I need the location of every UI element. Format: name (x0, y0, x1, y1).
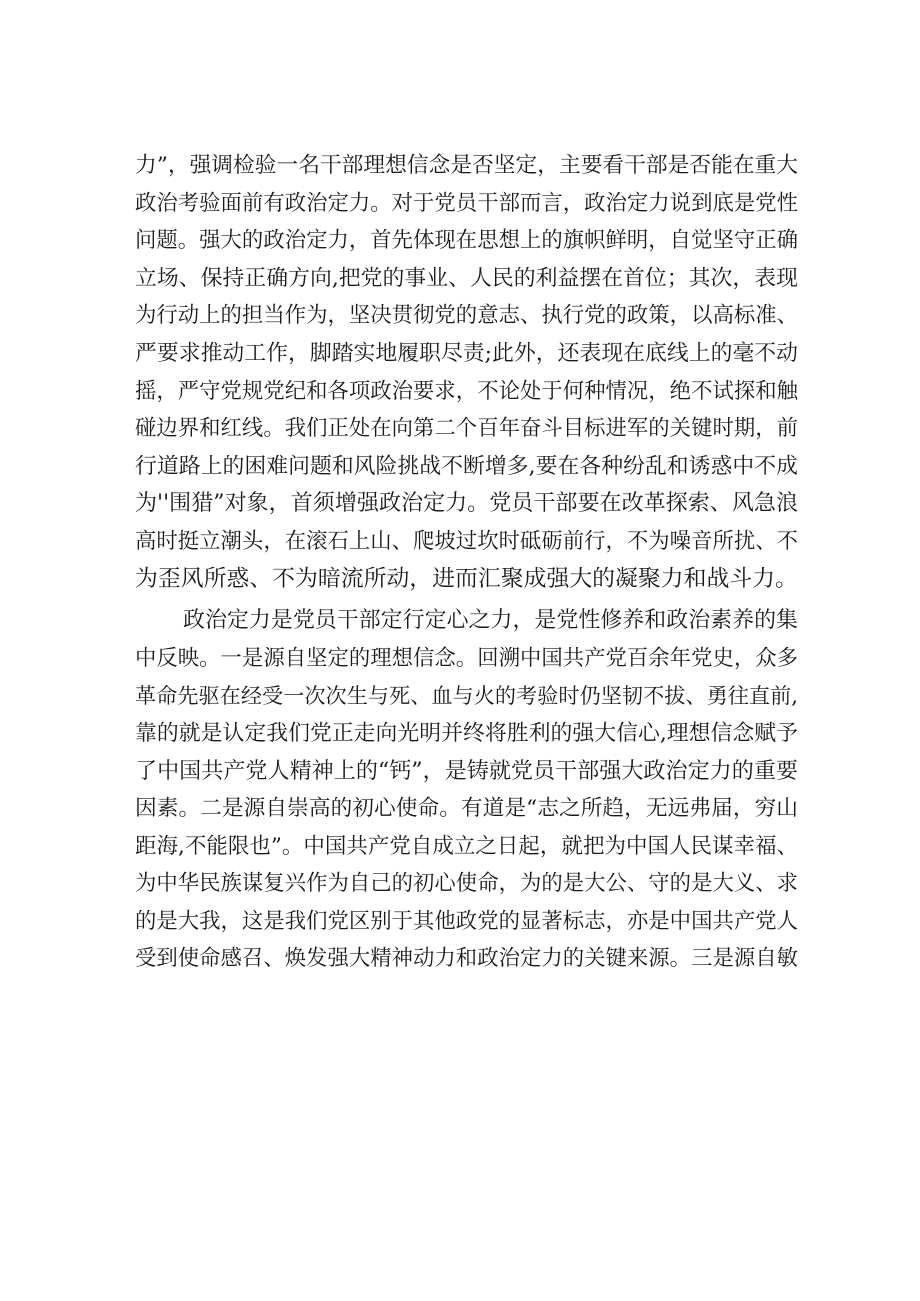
text-line: 摇，严守党规党纪和各项政治要求，不论处于何种情况，绝不试探和触 (135, 378, 798, 404)
text-line: 靠的就是认定我们党正走向光明并终将胜利的强大信心,理想信念赋予 (135, 720, 798, 746)
paragraph-1 (135, 147, 798, 598)
text-line: 革命先驱在经受一次次生与死、血与火的考验时仍坚韧不拔、勇往直前, (135, 683, 798, 709)
body-text (135, 147, 798, 978)
text-line: 为中华民族谋复兴作为自己的初心使命，为的是大公、守的是大义、求 (135, 871, 798, 897)
text-line: 高时挺立潮头，在滚石上山、爬坡过坎时砥砺前行，不为噪音所扰、不 (135, 528, 798, 554)
text-line: 的是大我，这是我们党区别于其他政党的显著标志，亦是中国共产党人 (135, 908, 798, 934)
text-line: 立场、保持正确方向,把党的事业、人民的利益摆在首位；其次，表现 (135, 265, 798, 291)
text-line: 为歪风所惑、不为暗流所动，进而汇聚成强大的凝聚力和战斗力。 (135, 565, 798, 592)
text-line: 为行动上的担当作为，坚决贯彻党的意志、执行党的政策，以高标准、 (135, 303, 798, 329)
text-line: 碰边界和红线。我们正处在向第二个百年奋斗目标进军的关键时期，前 (135, 416, 798, 442)
text-line: 中反映。一是源自坚定的理想信念。回溯中国共产党百余年党史，众多 (135, 645, 798, 671)
text-line: 问题。强大的政治定力，首先体现在思想上的旗帜鲜明，自觉坚守正确 (135, 228, 798, 254)
text-line: 严要求推动工作，脚踏实地履职尽责;此外，还表现在底线上的毫不动 (135, 340, 798, 366)
text-line: 了中国共产党人精神上的“钙”，是铸就党员干部强大政治定力的重要 (135, 758, 798, 784)
text-line: 行道路上的困难问题和风险挑战不断增多,要在各种纷乱和诱惑中不成 (135, 453, 798, 479)
text-line: 距海,不能限也”。中国共产党自成立之日起，就把为中国人民谋幸福、 (135, 833, 798, 859)
text-line: 力”，强调检验一名干部理想信念是否坚定，主要看干部是否能在重大 (135, 153, 798, 178)
text-line: 政治考验面前有政治定力。对于党员干部而言，政治定力说到底是党性 (135, 190, 798, 216)
paragraph-2 (135, 602, 798, 978)
text-line: 受到使命感召、焕发强大精神动力和政治定力的关键来源。三是源自敏 (135, 946, 798, 972)
text-line: 政治定力是党员干部定行定心之力，是党性修养和政治素养的集 (183, 608, 798, 634)
text-line: 为''围猎”对象，首须增强政治定力。党员干部要在改革探索、风急浪 (135, 491, 798, 517)
text-line: 因素。二是源自崇高的初心使命。有道是“志之所趋，无远弗届，穷山 (135, 796, 798, 822)
